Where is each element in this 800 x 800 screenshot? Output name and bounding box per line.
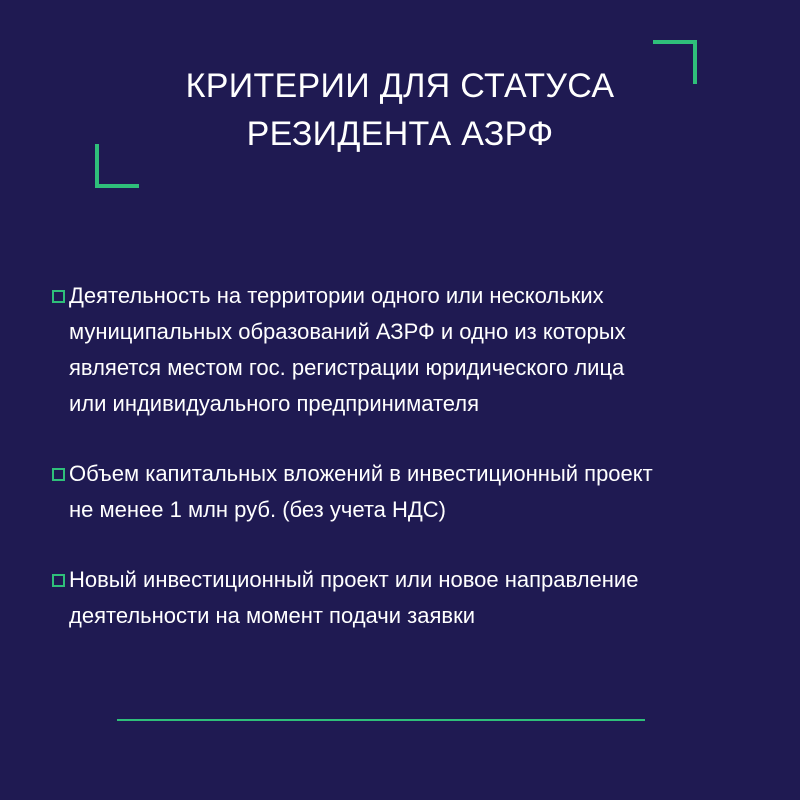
criteria-line: Новый инвестиционный проект или новое направление <box>69 567 639 592</box>
criteria-line: является местом гос. регистрации юридического лица <box>69 355 625 380</box>
criteria-line: деятельности на момент подачи заявки <box>69 603 475 628</box>
criteria-list <box>52 278 772 634</box>
criteria-line: не менее 1 млн руб. (без учета НДС) <box>69 497 446 522</box>
square-bullet-icon <box>52 468 65 481</box>
page-title <box>0 62 800 158</box>
title-line-1: КРИТЕРИИ ДЛЯ СТАТУСА <box>185 67 615 105</box>
square-bullet-icon <box>52 574 65 587</box>
criteria-line: Объем капитальных вложений в инвестиционный проект <box>69 461 653 486</box>
criteria-line: Деятельность на территории одного или нескольких <box>69 283 604 308</box>
square-bullet-icon <box>52 290 65 303</box>
criteria-item-territory <box>52 278 772 422</box>
criteria-item-new-project <box>52 562 772 634</box>
criteria-item-investment <box>52 456 772 528</box>
title-line-2: РЕЗИДЕНТА АЗРФ <box>246 115 554 153</box>
bottom-divider <box>117 719 645 721</box>
criteria-line: муниципальных образований АЗРФ и одно из которых <box>69 319 626 344</box>
criteria-line: или индивидуального предпринимателя <box>69 391 480 416</box>
